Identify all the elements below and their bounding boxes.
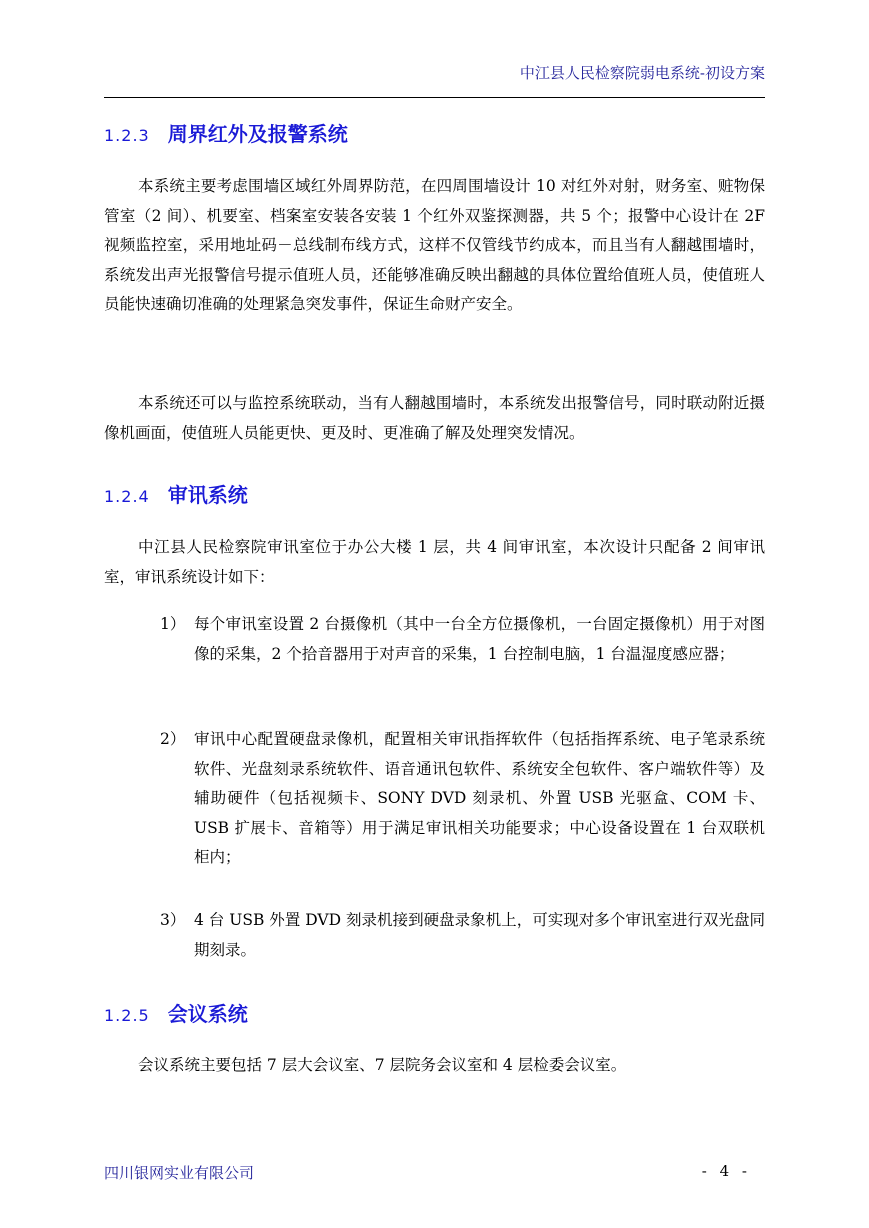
list-item <box>160 906 765 965</box>
list-marker: 1） <box>160 615 186 633</box>
section-number: 1.2.3 <box>104 126 150 145</box>
list-marker: 3） <box>160 911 186 929</box>
paragraph: 本系统主要考虑围墙区域红外周界防范，在四周围墙设计 10 对红外对射，财务室、赃物保管室（2 间）、机要室、档案室安装各安装 1 个红外双鉴探测器，共 5 个；报警中心设计在 2F 视频监控室，采用地址码－总线制布线方式，这样不仅管线节约成本，而且当有人翻越围墙时，系统发出声光报警信号提示值班人员，还能够准确反映出翻越的具体位置给值班人员，使值班人员能快速确切准确的处理紧急突发事件，保证生命财产安全。 <box>104 177 765 313</box>
list-item-text: 审讯中心配置硬盘录像机，配置相关审讯指挥软件（包括指挥系统、电子笔录系统软件、光盘刻录系统软件、语音通讯包软件、系统安全包软件、客户端软件等）及辅助硬件（包括视频卡、SONY DVD 刻录机、外置 USB 光驱盒、COM 卡、USB 扩展卡、音箱等）用于满足审讯相关功能要求；中心设备设置在 1 台双联机柜内； <box>194 730 765 866</box>
section-heading-1-2-4 <box>104 479 248 508</box>
section-title: 审讯系统 <box>167 483 248 507</box>
section-title: 会议系统 <box>167 1002 248 1026</box>
header-title: 中江县人民检察院弱电系统-初设方案 <box>519 64 765 82</box>
footer-company: 四川银网实业有限公司 <box>104 1164 255 1182</box>
list-item <box>160 610 765 669</box>
list-item-text: 4 台 USB 外置 DVD 刻录机接到硬盘录象机上，可实现对多个审讯室进行双光盘同期刻录。 <box>194 911 765 959</box>
section-number: 1.2.4 <box>104 487 150 506</box>
list-item-text: 每个审讯室设置 2 台摄像机（其中一台全方位摄像机，一台固定摄像机）用于对图像的采集，2 个拾音器用于对声音的采集，1 台控制电脑，1 台温湿度感应器； <box>194 615 765 663</box>
page-number: - 4 - <box>701 1162 751 1180</box>
section-title: 周界红外及报警系统 <box>167 122 348 146</box>
list-marker: 2） <box>160 730 186 748</box>
section-heading-1-2-3 <box>104 118 348 147</box>
paragraph: 中江县人民检察院审讯室位于办公大楼 1 层，共 4 间审讯室，本次设计只配备 2 间审讯室，审讯系统设计如下： <box>104 538 765 586</box>
paragraph: 本系统还可以与监控系统联动，当有人翻越围墙时，本系统发出报警信号，同时联动附近摄像机画面，使值班人员能更快、更及时、更准确了解及处理突发情况。 <box>104 394 765 442</box>
list-item <box>160 725 765 873</box>
section-heading-1-2-5 <box>104 998 248 1027</box>
paragraph: 会议系统主要包括 7 层大会议室、7 层院务会议室和 4 层检委会议室。 <box>138 1056 627 1074</box>
header-rule <box>104 97 765 98</box>
section-number: 1.2.5 <box>104 1006 150 1025</box>
